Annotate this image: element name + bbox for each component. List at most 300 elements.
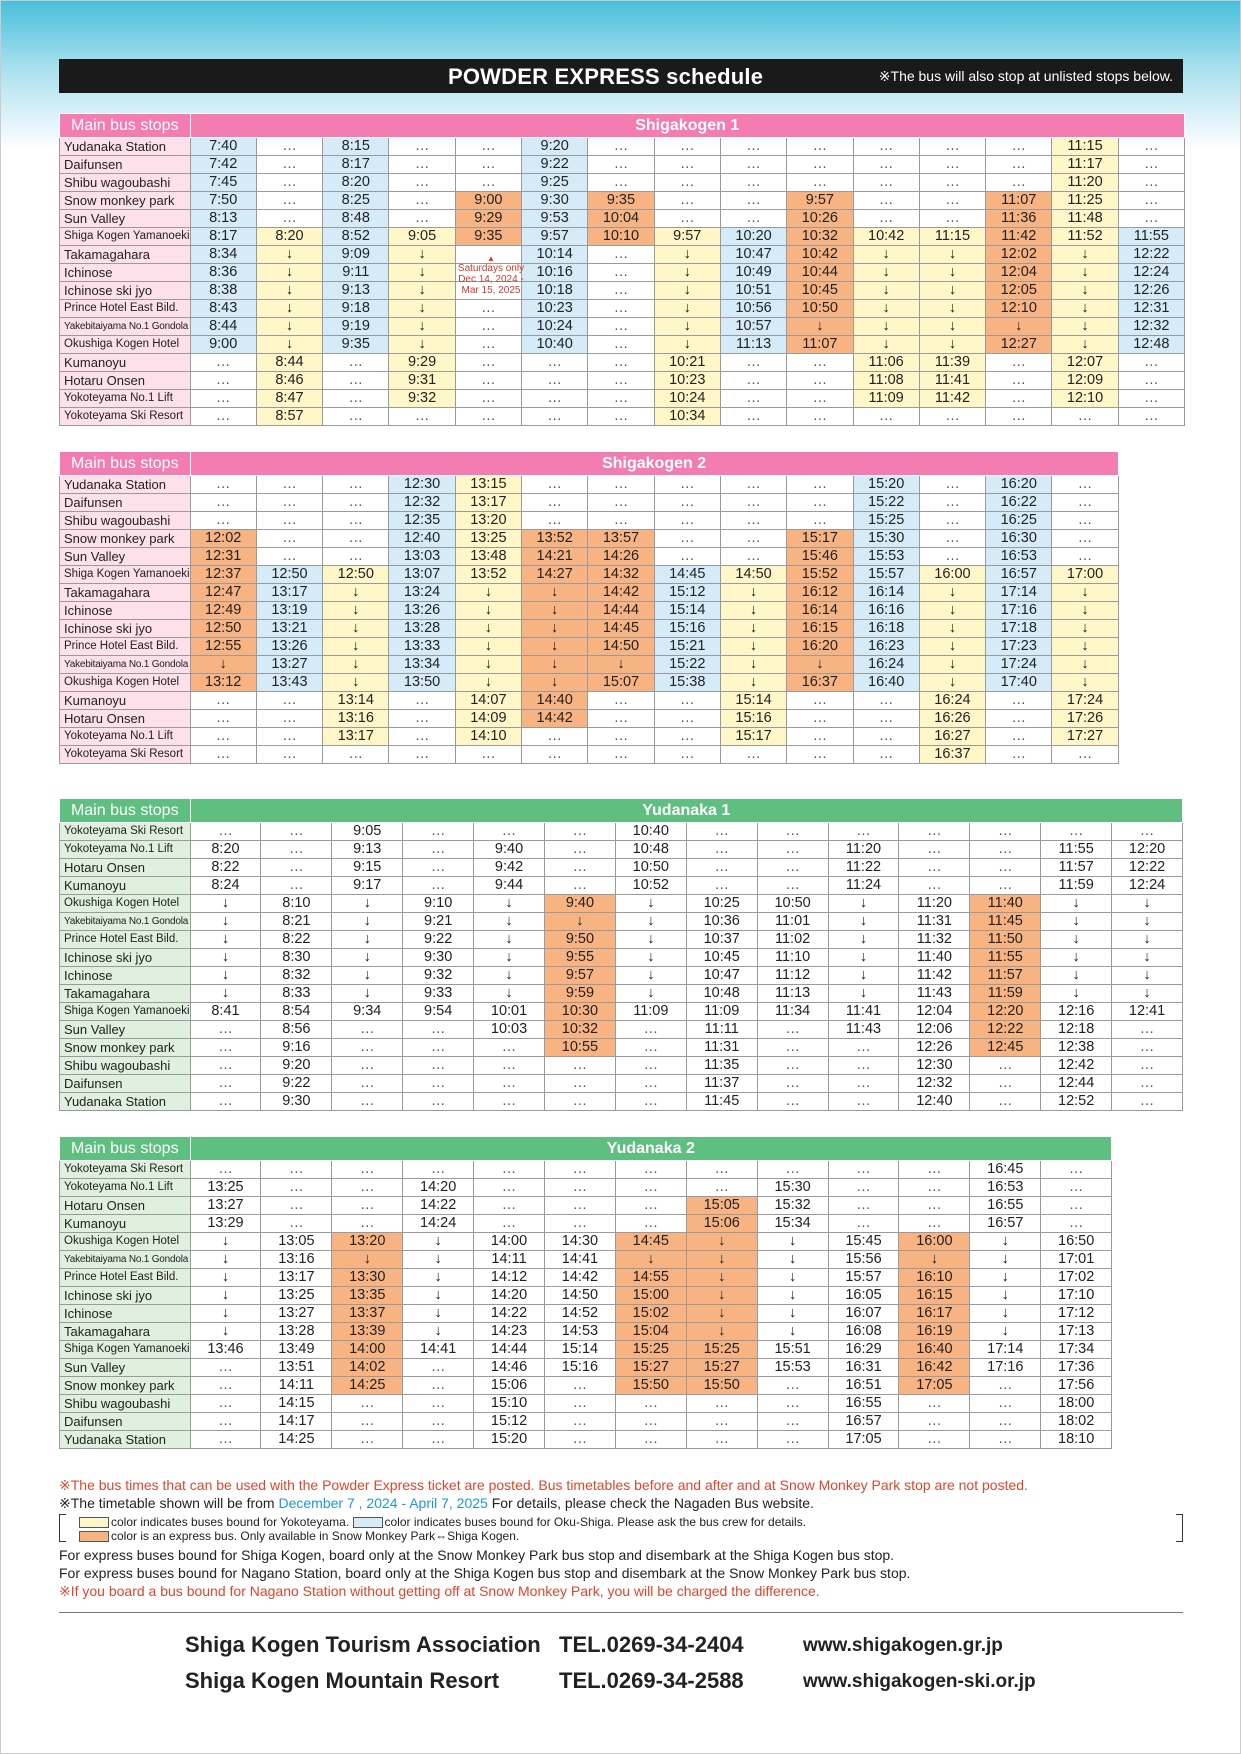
time-cell: … xyxy=(720,494,786,512)
time-cell: ↓ xyxy=(190,1323,261,1341)
time-cell: 8:10 xyxy=(261,895,332,913)
time-cell: … xyxy=(1112,1093,1183,1111)
time-cell: … xyxy=(588,494,654,512)
table-row xyxy=(60,156,1185,174)
time-cell: … xyxy=(389,138,455,156)
time-cell: 14:42 xyxy=(522,710,588,728)
time-cell: … xyxy=(190,710,256,728)
time-cell: 15:04 xyxy=(615,1323,686,1341)
time-cell: … xyxy=(261,877,332,895)
time-cell: … xyxy=(544,823,615,841)
time-cell: 14:22 xyxy=(403,1197,474,1215)
stop-name: Yokoteyama No.1 Lift xyxy=(60,390,191,408)
legend-swatch-express xyxy=(79,1531,109,1542)
time-cell: 16:25 xyxy=(986,512,1052,530)
time-cell: 15:14 xyxy=(654,602,720,620)
time-cell: … xyxy=(474,1093,545,1111)
time-cell: … xyxy=(828,823,899,841)
time-cell: 14:30 xyxy=(544,1233,615,1251)
time-cell: ↓ xyxy=(970,1287,1041,1305)
time-cell: ↓ xyxy=(828,985,899,1003)
time-cell: ↓ xyxy=(757,1323,828,1341)
time-cell: … xyxy=(522,354,588,372)
time-cell: 14:26 xyxy=(588,548,654,566)
time-cell: … xyxy=(899,1395,970,1413)
time-cell: … xyxy=(190,1093,261,1111)
time-cell: 10:48 xyxy=(615,841,686,859)
table-row xyxy=(60,1093,1183,1111)
time-cell: ↓ xyxy=(615,931,686,949)
time-cell: 10:26 xyxy=(787,210,853,228)
time-cell: 10:47 xyxy=(720,246,786,264)
time-cell: … xyxy=(544,1413,615,1431)
time-cell: ↓ xyxy=(522,602,588,620)
time-cell: 9:30 xyxy=(522,192,588,210)
time-cell: … xyxy=(1112,1057,1183,1075)
time-cell: 10:47 xyxy=(686,967,757,985)
time-cell: … xyxy=(190,746,256,764)
time-cell: 8:52 xyxy=(323,228,389,246)
stop-name: Sun Valley xyxy=(60,548,191,566)
table-row xyxy=(60,859,1183,877)
time-cell: 15:34 xyxy=(757,1215,828,1233)
time-cell: ↓ xyxy=(919,602,985,620)
time-cell: … xyxy=(686,1395,757,1413)
time-cell: … xyxy=(1118,156,1184,174)
table-row xyxy=(60,1395,1112,1413)
time-cell: 8:20 xyxy=(323,174,389,192)
time-cell: 16:57 xyxy=(828,1413,899,1431)
time-cell: 9:22 xyxy=(261,1075,332,1093)
stop-name: Shiga Kogen Yamanoeki xyxy=(60,1003,191,1021)
time-cell: 11:07 xyxy=(787,336,853,354)
time-cell: ↓ xyxy=(403,1287,474,1305)
stop-name: Hotaru Onsen xyxy=(60,1197,191,1215)
time-cell: 9:55 xyxy=(544,949,615,967)
time-cell: 12:40 xyxy=(389,530,455,548)
time-cell: ↓ xyxy=(474,985,545,1003)
time-cell: 16:53 xyxy=(970,1179,1041,1197)
time-cell: ↓ xyxy=(919,584,985,602)
time-cell: 14:41 xyxy=(403,1341,474,1359)
time-cell: 17:13 xyxy=(1041,1323,1112,1341)
time-cell: ↓ xyxy=(853,300,919,318)
time-cell: … xyxy=(261,841,332,859)
time-cell: 14:55 xyxy=(615,1269,686,1287)
time-cell: … xyxy=(919,156,985,174)
time-cell: … xyxy=(757,1057,828,1075)
table-row xyxy=(60,1039,1183,1057)
time-cell: ↓ xyxy=(332,1251,403,1269)
time-cell: ↓ xyxy=(403,1233,474,1251)
stop-name: Ichinose ski jyo xyxy=(60,282,191,300)
time-cell: 8:17 xyxy=(323,156,389,174)
time-cell: … xyxy=(853,408,919,426)
time-cell: 9:40 xyxy=(544,895,615,913)
time-cell: ↓ xyxy=(1052,318,1118,336)
time-cell: ↓ xyxy=(1112,931,1183,949)
time-cell: … xyxy=(323,746,389,764)
time-cell: 9:30 xyxy=(403,949,474,967)
table-row xyxy=(60,931,1183,949)
time-cell: 16:55 xyxy=(970,1197,1041,1215)
time-cell: 18:10 xyxy=(1041,1431,1112,1449)
stop-name: Daifunsen xyxy=(60,1413,191,1431)
time-cell: ↓ xyxy=(1112,985,1183,1003)
time-cell: … xyxy=(403,859,474,877)
time-cell: … xyxy=(455,138,521,156)
time-cell: ↓ xyxy=(986,318,1052,336)
stop-name: Yudanaka Station xyxy=(60,476,191,494)
time-cell: … xyxy=(588,282,654,300)
time-cell: 13:12 xyxy=(190,674,256,692)
table-row xyxy=(60,390,1185,408)
time-cell: … xyxy=(332,1057,403,1075)
time-cell: … xyxy=(899,1431,970,1449)
stop-name: Yokoteyama No.1 Lift xyxy=(60,728,191,746)
table-row xyxy=(60,300,1185,318)
time-cell: … xyxy=(522,728,588,746)
time-cell: ↓ xyxy=(615,895,686,913)
time-cell: … xyxy=(190,1377,261,1395)
table-row xyxy=(60,1179,1112,1197)
time-cell: … xyxy=(1041,1197,1112,1215)
time-cell: … xyxy=(455,318,521,336)
table-row xyxy=(60,372,1185,390)
time-cell: 12:10 xyxy=(1052,390,1118,408)
time-cell: 14:09 xyxy=(455,710,521,728)
time-cell: 13:49 xyxy=(261,1341,332,1359)
time-cell: … xyxy=(654,210,720,228)
time-cell: 15:30 xyxy=(757,1179,828,1197)
stop-name: Snow monkey park xyxy=(60,530,191,548)
note-4: For express buses bound for Nagano Station, board only at the Shiga Kogen bus stop and disembark at the Snow Monkey Park bus stop. xyxy=(59,1565,911,1581)
time-cell: 14:50 xyxy=(720,566,786,584)
time-cell: … xyxy=(757,1075,828,1093)
time-cell: ↓ xyxy=(1112,949,1183,967)
time-cell: 15:16 xyxy=(544,1359,615,1377)
time-cell: … xyxy=(720,138,786,156)
stop-name: Hotaru Onsen xyxy=(60,372,191,390)
time-cell: ↓ xyxy=(853,282,919,300)
time-cell: … xyxy=(853,138,919,156)
time-cell: 14:45 xyxy=(615,1233,686,1251)
time-cell: 15:02 xyxy=(615,1305,686,1323)
notes xyxy=(59,1476,1183,1600)
time-cell: … xyxy=(828,1057,899,1075)
stop-name: Prince Hotel East Bild. xyxy=(60,1269,191,1287)
time-cell: 12:30 xyxy=(389,476,455,494)
time-cell: … xyxy=(403,1161,474,1179)
time-cell: 13:21 xyxy=(256,620,322,638)
time-cell: … xyxy=(403,1039,474,1057)
time-cell: … xyxy=(588,354,654,372)
time-cell: 9:17 xyxy=(332,877,403,895)
time-cell: 10:25 xyxy=(686,895,757,913)
time-cell: 12:50 xyxy=(323,566,389,584)
time-cell: 8:34 xyxy=(190,246,256,264)
time-cell: … xyxy=(455,156,521,174)
stop-name: Shibu wagoubashi xyxy=(60,512,191,530)
time-cell: 10:40 xyxy=(522,336,588,354)
stop-name: Kumanoyu xyxy=(60,1215,191,1233)
time-cell: 16:16 xyxy=(853,602,919,620)
time-cell: 15:32 xyxy=(757,1197,828,1215)
time-cell: … xyxy=(720,408,786,426)
time-cell: … xyxy=(654,728,720,746)
time-cell: 11:43 xyxy=(828,1021,899,1039)
time-cell: 13:50 xyxy=(389,674,455,692)
time-cell: … xyxy=(615,1039,686,1057)
time-cell: 8:20 xyxy=(256,228,322,246)
time-cell: 12:16 xyxy=(1041,1003,1112,1021)
time-cell: 10:14 xyxy=(522,246,588,264)
time-cell: 15:00 xyxy=(615,1287,686,1305)
time-cell: 14:02 xyxy=(332,1359,403,1377)
time-cell: 17:05 xyxy=(828,1431,899,1449)
time-cell: 7:50 xyxy=(190,192,256,210)
time-cell: ↓ xyxy=(828,949,899,967)
time-cell: … xyxy=(544,1075,615,1093)
time-cell: 8:54 xyxy=(261,1003,332,1021)
time-cell: 15:22 xyxy=(853,494,919,512)
time-cell: … xyxy=(986,372,1052,390)
table-row xyxy=(60,264,1185,282)
time-cell: … xyxy=(190,1161,261,1179)
time-cell: … xyxy=(654,192,720,210)
time-cell: … xyxy=(720,354,786,372)
time-cell: … xyxy=(332,1413,403,1431)
time-cell: 9:32 xyxy=(403,967,474,985)
footer-url[interactable]: www.shigakogen-ski.or.jp xyxy=(803,1671,1036,1692)
time-cell: 14:45 xyxy=(654,566,720,584)
time-cell: ↓ xyxy=(190,1269,261,1287)
time-cell: ↓ xyxy=(1052,620,1118,638)
time-cell: … xyxy=(1118,372,1184,390)
stop-name: Shiga Kogen Yamanoeki xyxy=(60,228,191,246)
time-cell: 15:30 xyxy=(853,530,919,548)
time-cell: 11:12 xyxy=(757,967,828,985)
time-cell: … xyxy=(919,548,985,566)
time-cell: … xyxy=(899,1161,970,1179)
time-cell: ↓ xyxy=(919,336,985,354)
time-cell: … xyxy=(899,1179,970,1197)
time-cell: … xyxy=(190,476,256,494)
note-3: For express buses bound for Shiga Kogen, board only at the Snow Monkey Park bus stop and disembark at the Shiga Kogen bus stop. xyxy=(59,1547,895,1563)
time-cell: … xyxy=(919,408,985,426)
time-cell: ↓ xyxy=(919,656,985,674)
time-cell: 12:06 xyxy=(899,1021,970,1039)
stop-name: Okushiga Kogen Hotel xyxy=(60,674,191,692)
time-cell: 17:24 xyxy=(986,656,1052,674)
time-cell: … xyxy=(919,494,985,512)
time-cell: 8:32 xyxy=(261,967,332,985)
time-cell: … xyxy=(787,692,853,710)
time-cell: … xyxy=(474,1215,545,1233)
time-cell: 11:55 xyxy=(1041,841,1112,859)
time-cell: … xyxy=(323,530,389,548)
section-title: Yudanaka 2 xyxy=(190,1137,1112,1161)
time-cell: … xyxy=(970,1377,1041,1395)
time-cell: 11:34 xyxy=(757,1003,828,1021)
time-cell: … xyxy=(544,1057,615,1075)
time-cell: ↓ xyxy=(686,1305,757,1323)
time-cell: 12:48 xyxy=(1118,336,1184,354)
time-cell: 11:57 xyxy=(1041,859,1112,877)
time-cell: … xyxy=(853,692,919,710)
time-cell: … xyxy=(1112,823,1183,841)
time-cell: 12:10 xyxy=(986,300,1052,318)
time-cell: 11:01 xyxy=(757,913,828,931)
time-cell: ↓ xyxy=(757,1305,828,1323)
section-title: Yudanaka 1 xyxy=(190,799,1182,823)
time-cell: 9:40 xyxy=(474,841,545,859)
time-cell: 10:50 xyxy=(757,895,828,913)
time-cell: 16:37 xyxy=(919,746,985,764)
time-cell: 10:55 xyxy=(544,1039,615,1057)
time-cell: 18:00 xyxy=(1041,1395,1112,1413)
time-cell: 15:45 xyxy=(828,1233,899,1251)
time-cell: … xyxy=(1052,494,1118,512)
time-cell: 7:40 xyxy=(190,138,256,156)
time-cell: … xyxy=(522,494,588,512)
table-row xyxy=(60,1341,1112,1359)
time-cell: 14:50 xyxy=(588,638,654,656)
time-cell: 9:57 xyxy=(544,967,615,985)
time-cell: 10:42 xyxy=(787,246,853,264)
time-cell: 11:07 xyxy=(986,192,1052,210)
table-row xyxy=(60,476,1119,494)
time-cell: ↓ xyxy=(720,674,786,692)
time-cell: 14:42 xyxy=(544,1269,615,1287)
time-cell: 10:32 xyxy=(787,228,853,246)
time-cell: … xyxy=(828,1197,899,1215)
time-cell: … xyxy=(190,354,256,372)
time-cell: 13:15 xyxy=(455,476,521,494)
table-row xyxy=(60,584,1119,602)
time-cell: 12:50 xyxy=(256,566,322,584)
stop-name: Takamagahara xyxy=(60,584,191,602)
time-cell: … xyxy=(455,300,521,318)
time-cell: 15:16 xyxy=(720,710,786,728)
time-cell: 16:07 xyxy=(828,1305,899,1323)
time-cell: 11:43 xyxy=(899,985,970,1003)
time-cell: 15:17 xyxy=(720,728,786,746)
time-cell: … xyxy=(323,390,389,408)
time-cell: … xyxy=(919,476,985,494)
time-cell: 16:00 xyxy=(899,1233,970,1251)
time-cell: 7:42 xyxy=(190,156,256,174)
time-cell: 8:13 xyxy=(190,210,256,228)
stops-header: Main bus stops xyxy=(60,799,191,823)
time-cell: ↓ xyxy=(853,246,919,264)
time-cell: ↓ xyxy=(919,246,985,264)
time-cell: … xyxy=(544,1215,615,1233)
time-cell: … xyxy=(1052,548,1118,566)
time-cell: … xyxy=(256,174,322,192)
section-shigakogen-1 xyxy=(59,113,1185,426)
table-row xyxy=(60,336,1185,354)
time-cell: … xyxy=(787,728,853,746)
time-cell: 8:30 xyxy=(261,949,332,967)
time-cell: … xyxy=(686,1413,757,1431)
time-cell: … xyxy=(403,877,474,895)
time-cell: 10:21 xyxy=(654,354,720,372)
stop-name: Okushiga Kogen Hotel xyxy=(60,336,191,354)
time-cell: 9:05 xyxy=(389,228,455,246)
time-cell: ↓ xyxy=(970,1251,1041,1269)
page-title: POWDER EXPRESS schedule xyxy=(448,64,764,89)
time-cell: 16:10 xyxy=(899,1269,970,1287)
time-cell: ↓ xyxy=(1052,674,1118,692)
time-cell: 15:06 xyxy=(474,1377,545,1395)
time-cell: ↓ xyxy=(403,1323,474,1341)
time-cell: 13:52 xyxy=(455,566,521,584)
time-cell: 16:14 xyxy=(787,602,853,620)
time-cell: … xyxy=(853,210,919,228)
footer-url[interactable]: www.shigakogen.gr.jp xyxy=(803,1635,1003,1656)
time-cell: 16:24 xyxy=(919,692,985,710)
time-cell: 11:06 xyxy=(853,354,919,372)
time-cell: 14:44 xyxy=(588,602,654,620)
time-cell: … xyxy=(323,476,389,494)
time-cell: … xyxy=(190,512,256,530)
time-cell: ↓ xyxy=(389,300,455,318)
time-cell: 14:07 xyxy=(455,692,521,710)
time-cell: ↓ xyxy=(323,584,389,602)
time-cell: … xyxy=(332,1021,403,1039)
time-cell: 16:15 xyxy=(787,620,853,638)
time-cell: … xyxy=(654,746,720,764)
table-row xyxy=(60,1233,1112,1251)
time-cell: 13:28 xyxy=(261,1323,332,1341)
time-cell: 11:35 xyxy=(686,1057,757,1075)
time-cell: 12:05 xyxy=(986,282,1052,300)
table-row xyxy=(60,1413,1112,1431)
time-cell: 11:59 xyxy=(970,985,1041,1003)
time-cell: … xyxy=(654,476,720,494)
time-cell: ↓ xyxy=(970,1269,1041,1287)
stop-name: Yakebitaiyama No.1 Gondola xyxy=(60,656,191,674)
legend-express: color is an express bus. Only available in Snow Monkey Park⇔Shiga Kogen. xyxy=(111,1529,520,1543)
time-cell: … xyxy=(256,548,322,566)
time-cell: … xyxy=(686,859,757,877)
time-cell: 9:33 xyxy=(403,985,474,1003)
table-row xyxy=(60,1251,1112,1269)
time-cell: 11:09 xyxy=(853,390,919,408)
time-cell: … xyxy=(1041,823,1112,841)
time-cell: 11:24 xyxy=(828,877,899,895)
time-cell: 14:20 xyxy=(474,1287,545,1305)
time-cell: 11:52 xyxy=(1052,228,1118,246)
time-cell: 11:45 xyxy=(970,913,1041,931)
time-cell: 12:26 xyxy=(1118,282,1184,300)
time-cell: 9:15 xyxy=(332,859,403,877)
time-cell: 8:17 xyxy=(190,228,256,246)
time-cell: 13:17 xyxy=(323,728,389,746)
timetable xyxy=(59,113,1185,426)
stop-name: Yokoteyama Ski Resort xyxy=(60,746,191,764)
time-cell: … xyxy=(970,823,1041,841)
time-cell: 13:17 xyxy=(256,584,322,602)
time-cell: … xyxy=(1118,138,1184,156)
time-cell: 14:50 xyxy=(544,1287,615,1305)
time-cell: … xyxy=(588,408,654,426)
table-row xyxy=(60,174,1185,192)
time-cell: ↓ xyxy=(522,638,588,656)
time-cell: 8:36 xyxy=(190,264,256,282)
time-cell: 17:36 xyxy=(1041,1359,1112,1377)
